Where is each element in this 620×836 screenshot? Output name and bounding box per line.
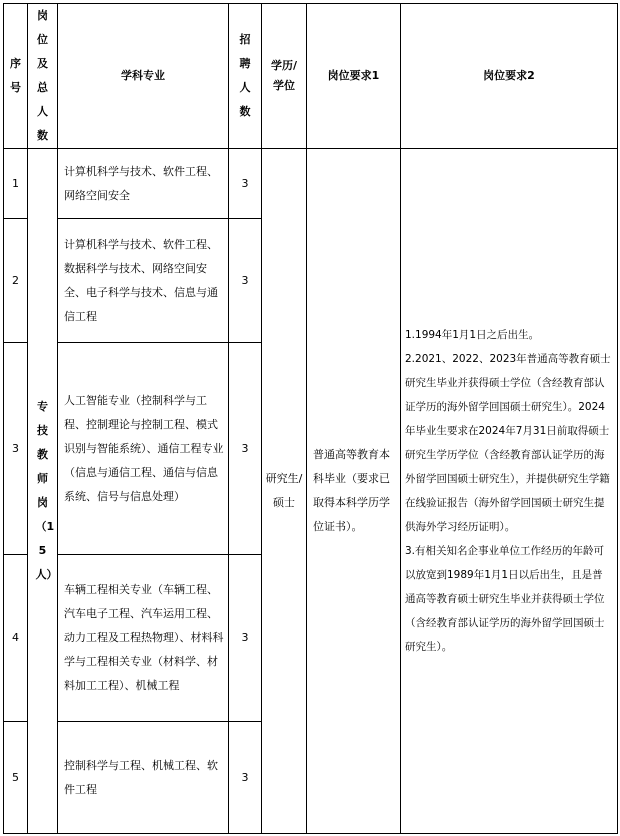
row-count: 3 <box>229 149 262 219</box>
row-seq: 1 <box>4 149 28 219</box>
header-req1: 岗位要求1 <box>307 4 401 149</box>
row-major: 车辆工程相关专业（车辆工程、汽车电子工程、汽车运用工程、动力工程及工程热物理）、材料科学与工程相关专业（材料学、材料加工工程）、机械工程 <box>58 555 229 722</box>
requirement2-item: 2.2021、2022、2023年普通高等教育硕士研究生毕业并获得硕士学位（含经教育部认证学历的海外留学回国硕士研究生）。2024年毕业生要求在2024年7月31日前取得硕士研究生学历学位（含经教育部认证学历的海外留学回国硕士研究生），并提供研究生学籍在线验证报告（海外留学回国硕士研究生提供海外学习经历证明）。 <box>405 353 611 533</box>
header-edu: 学历/学位 <box>262 4 307 149</box>
header-seq: 序号 <box>4 4 28 149</box>
row-count: 3 <box>229 343 262 555</box>
row-seq: 4 <box>4 555 28 722</box>
row-major: 人工智能专业（控制科学与工程、控制理论与控制工程、模式识别与智能系统）、通信工程专业（信息与通信工程、通信与信息系统、信号与信息处理） <box>58 343 229 555</box>
table-row <box>4 149 618 219</box>
row-seq: 5 <box>4 722 28 834</box>
row-seq: 3 <box>4 343 28 555</box>
row-major: 计算机科学与技术、软件工程、网络空间安全 <box>58 149 229 219</box>
education-cell: 研究生/硕士 <box>262 149 307 834</box>
row-major: 控制科学与工程、机械工程、软件工程 <box>58 722 229 834</box>
requirement2-item: 3.有相关知名企事业单位工作经历的年龄可以放宽到1989年1月1日以后出生，且是普通高等教育硕士研究生毕业并获得硕士学位（含经教育部认证学历的海外留学回国硕士研究生）。 <box>405 545 605 653</box>
header-row <box>4 4 618 149</box>
requirement1-cell: 普通高等教育本科毕业（要求已取得本科学历学位证书）。 <box>307 149 401 834</box>
recruitment-table <box>3 3 618 834</box>
requirement2-cell <box>401 149 618 834</box>
row-count: 3 <box>229 219 262 343</box>
post-cell: 专技教师岗（15人） <box>28 149 58 834</box>
header-count: 招聘人数 <box>229 4 262 149</box>
header-major: 学科专业 <box>58 4 229 149</box>
row-major: 计算机科学与技术、软件工程、数据科学与技术、网络空间安全、电子科学与技术、信息与通信工程 <box>58 219 229 343</box>
row-count: 3 <box>229 722 262 834</box>
header-req2: 岗位要求2 <box>401 4 618 149</box>
requirement2-item: 1.1994年1月1日之后出生。 <box>405 329 540 341</box>
row-count: 3 <box>229 555 262 722</box>
row-seq: 2 <box>4 219 28 343</box>
header-post: 岗位及总人数 <box>28 4 58 149</box>
